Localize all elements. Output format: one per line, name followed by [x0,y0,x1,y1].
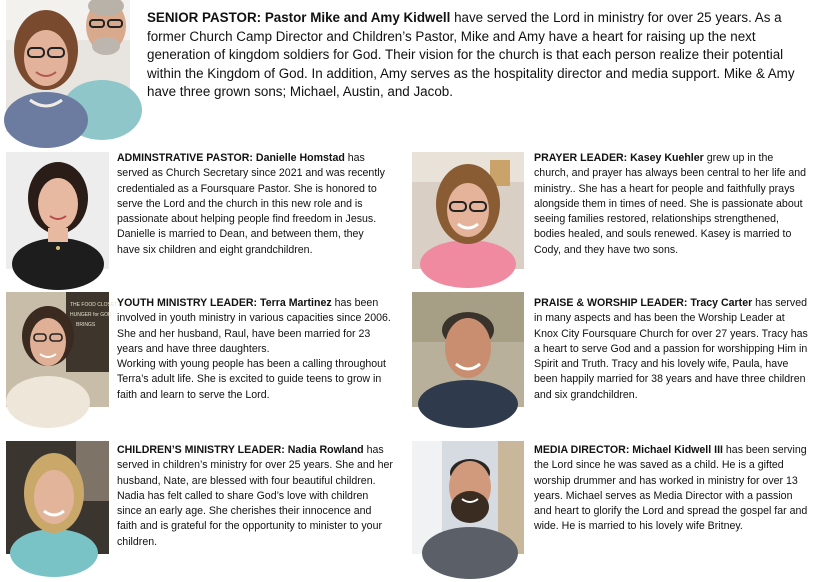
michael-role: MEDIA DIRECTOR: [534,444,630,456]
michael-text: has been serving the Lord since he was saved as a child. He is a gifted worship drummer and has worked in ministry for over 13 years. Michael serves as Media Director with a passion and heart to glorify the Lord and spread the gospel far and wide. He is married to his lovely wife Britney. [534,444,808,533]
terra-text: has been involved in youth ministry in various capacities since 2006. She and her husband, Raul, have been married for 23 years and have three daughters. [117,297,391,355]
danielle-photo [6,152,109,269]
senior-pastor-text: have served the Lord in ministry for over 25 years. As a former Church Camp Director and Children’s Pastor, Mike and Amy have a heart for raising up the next generation of kingdom soldiers for God. Their vision for the church is that each person realize their potential within the Kingdom of God. In addition, Amy serves as the hospitality director and media support. Mike & Amy have three grown sons; Michael, Austin, and Jacob. [147,10,795,100]
nadia-role: CHILDREN’S MINISTRY LEADER: [117,444,285,456]
senior-pastor-name: Pastor Mike and Amy Kidwell [264,10,451,25]
terra-photo-sign-line2: HUNGER for GOD [70,312,112,318]
michael-bio [534,443,810,535]
danielle-text: has served as Church Secretary since 2021 and was recently credentialed as a Foursquare Pastor. She is honored to serve the Lord and the church in this new role and is passionate about helping people find freedom in Jesus. Danielle is married to Dean, and between them, they have six children and eight grandchildren. [117,152,385,256]
kasey-text: grew up in the church, and prayer has always been central to her life and ministry.. She has a heart for people and faithfully prays alongside them in times of need. She is passionate about seeing families restored, relationships strengthened, bodies healed, and souls renewed. Kasey is married to Cody, and they have two sons. [534,152,807,256]
nadia-bio [117,443,393,550]
terra-photo-sign-line3: BRINGS [76,322,96,328]
terra-name: Terra Martinez [260,297,332,309]
tracy-text: has served in many aspects and has been the Worship Leader at Knox City Foursquare Church for over 27 years. Tracy has a heart to serve God and a passion for worshipping Him in Spirit and Truth. Tracy and his lovely wife, Paula, have been happily married for 38 years and have three children and six grandchildren. [534,297,808,401]
senior-pastor-bio [147,9,819,102]
nadia-photo [6,441,109,554]
tracy-bio [534,296,810,403]
terra-text-2: Working with young people has been a calling throughout Terra’s adult life. She is excited to guide teens to grow in faith and learn to serve the Lord. [117,358,386,401]
michael-name: Michael Kidwell III [632,444,723,456]
tracy-role: PRAISE & WORSHIP LEADER: [534,297,688,309]
kasey-role: PRAYER LEADER: [534,152,628,164]
kasey-bio [534,151,810,258]
tracy-photo [412,292,524,407]
danielle-role: ADMINSTRATIVE PASTOR: [117,152,253,164]
senior-pastor-role: SENIOR PASTOR: [147,10,262,25]
kasey-photo [412,152,524,269]
kasey-name: Kasey Kuehler [630,152,704,164]
nadia-text: has served in children’s ministry for over 25 years. She and her husband, Nate, are blessed with four beautiful children. Nadia has felt called to share God’s love with children since an early age. She cherishes their innocence and faith and is grateful for the opportunity to minister to your children. [117,444,393,548]
terra-bio [117,296,393,403]
tracy-name: Tracy Carter [690,297,753,309]
michael-photo [412,441,524,554]
senior-pastor-photo [6,0,130,132]
terra-photo [6,292,118,407]
terra-photo-sign-line1: THE FOOD CLOSET [70,302,118,308]
danielle-bio [117,151,387,258]
terra-role: YOUTH MINISTRY LEADER: [117,297,258,309]
nadia-name: Nadia Rowland [287,444,364,456]
danielle-name: Danielle Homstad [255,152,345,164]
